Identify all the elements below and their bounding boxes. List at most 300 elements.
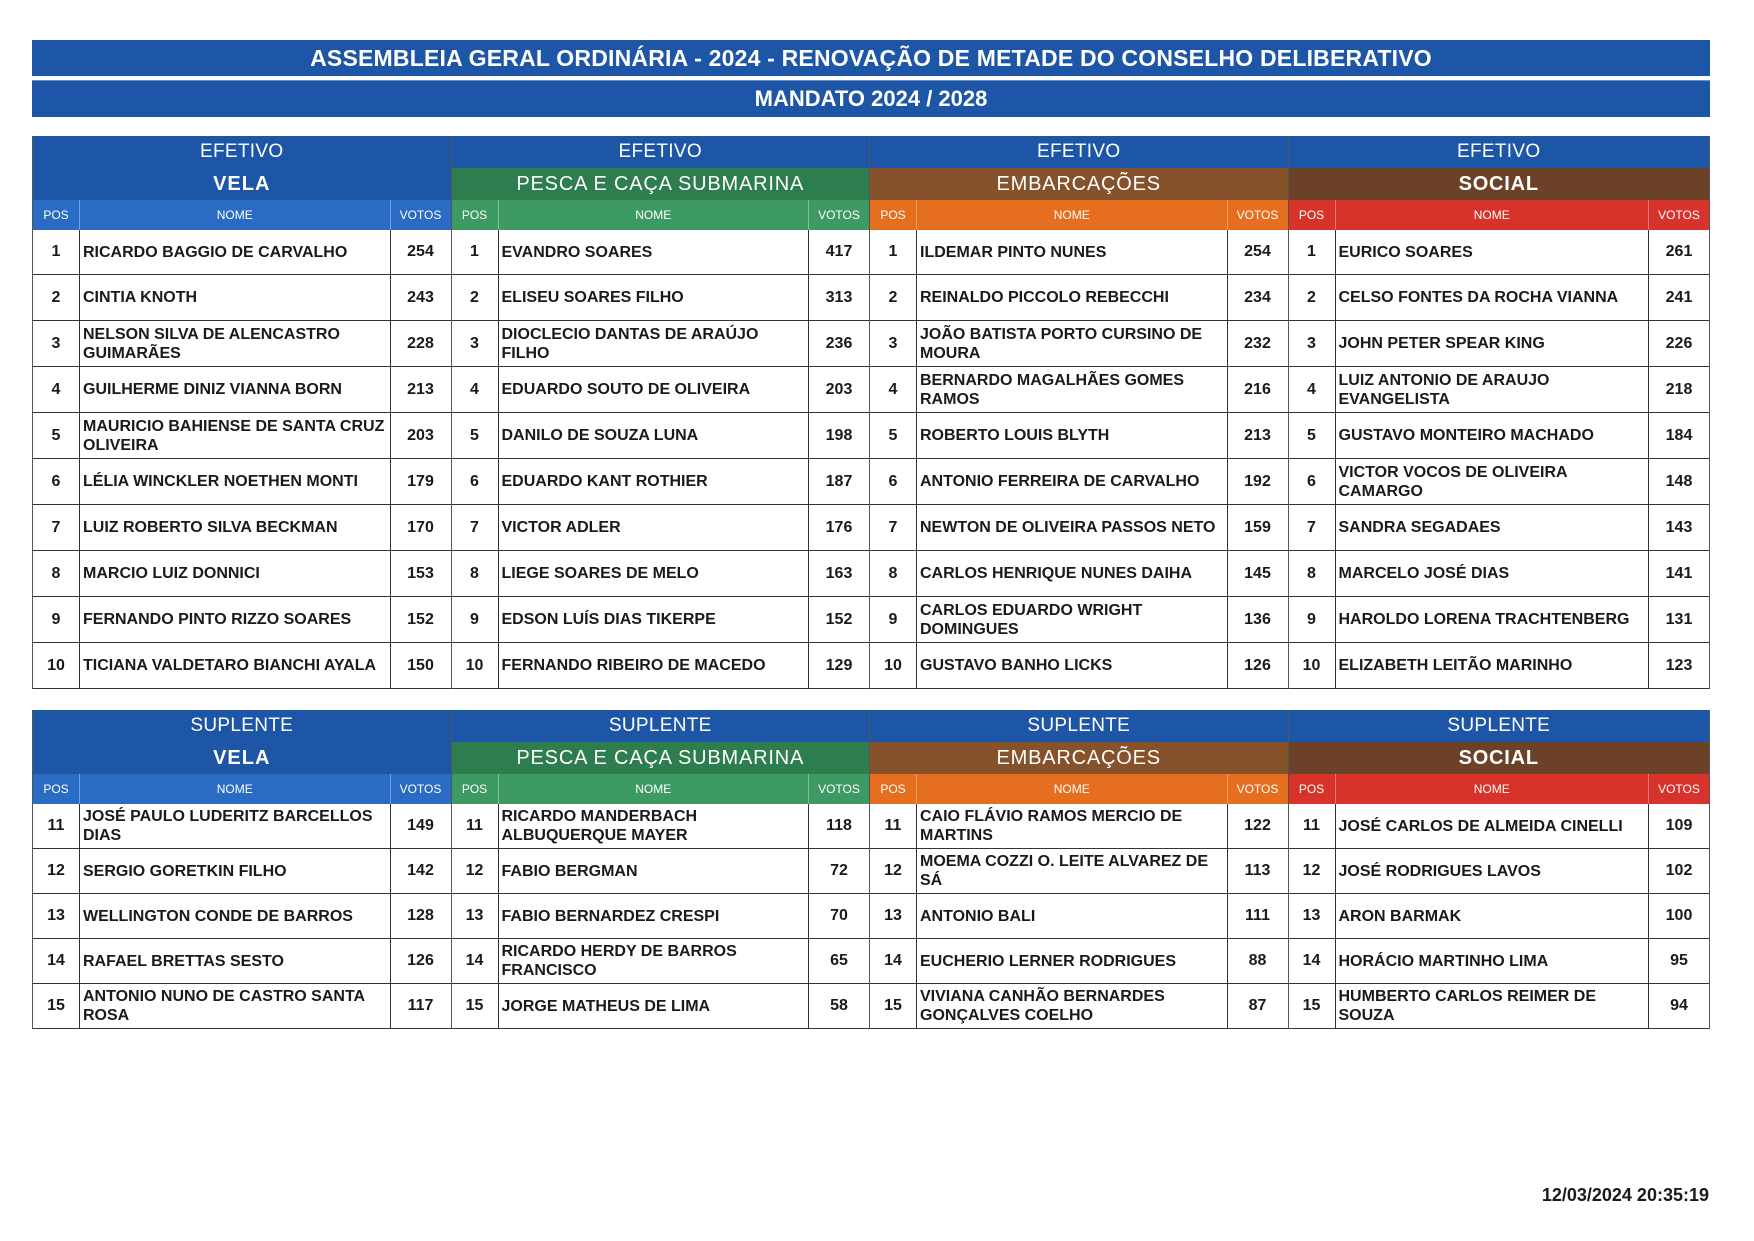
cell-nome: MARCIO LUIZ DONNICI bbox=[83, 565, 260, 582]
table-row bbox=[452, 366, 870, 412]
cell-pos: 2 bbox=[870, 275, 917, 320]
cell-nome: MARCELO JOSÉ DIAS bbox=[1338, 565, 1510, 582]
table-row bbox=[870, 230, 1288, 274]
table-row bbox=[1289, 983, 1710, 1028]
table-row bbox=[870, 893, 1288, 938]
table-row bbox=[452, 274, 870, 320]
column-header-row bbox=[1289, 774, 1710, 804]
cell-pos: 7 bbox=[452, 505, 499, 550]
cell-pos: 8 bbox=[33, 551, 80, 596]
cell-pos: 13 bbox=[1289, 894, 1336, 938]
cell-votos: 163 bbox=[808, 551, 869, 596]
cell-nome: CAIO FLÁVIO RAMOS MERCIO DE MARTINS bbox=[920, 808, 1183, 844]
column-header-row bbox=[452, 774, 870, 804]
panel-type-header: SUPLENTE bbox=[452, 710, 870, 742]
cell-pos: 9 bbox=[870, 597, 917, 642]
cell-votos: 218 bbox=[1648, 367, 1709, 412]
cell-votos: 143 bbox=[1648, 505, 1709, 550]
cell-votos: 234 bbox=[1227, 275, 1288, 320]
cell-votos: 203 bbox=[390, 413, 451, 458]
table-row bbox=[1289, 230, 1710, 274]
panel-category-header: VELA bbox=[33, 742, 451, 774]
cell-votos: 159 bbox=[1227, 505, 1288, 550]
cell-votos: 142 bbox=[390, 849, 451, 893]
cell-nome: LIEGE SOARES DE MELO bbox=[501, 565, 699, 582]
cell-pos: 1 bbox=[870, 230, 917, 274]
cell-nome: JOÃO BATISTA PORTO CURSINO DE MOURA bbox=[920, 325, 1203, 362]
cell-nome: ANTONIO FERREIRA DE CARVALHO bbox=[920, 473, 1200, 490]
table-row bbox=[1289, 938, 1710, 983]
cell-votos: 216 bbox=[1227, 367, 1288, 412]
cell-nome: EUCHERIO LERNER RODRIGUES bbox=[920, 952, 1177, 970]
panel-suplente-vela bbox=[32, 710, 451, 1029]
col-nome-header: NOME bbox=[216, 782, 253, 796]
cell-nome: TICIANA VALDETARO BIANCHI AYALA bbox=[83, 657, 377, 674]
column-header-row bbox=[33, 200, 451, 230]
col-votos-header: VOTOS bbox=[1227, 200, 1288, 230]
cell-votos: 65 bbox=[808, 939, 869, 983]
table-row bbox=[33, 804, 451, 848]
panel-category-header: EMBARCAÇÕES bbox=[870, 168, 1288, 200]
cell-votos: 236 bbox=[808, 321, 869, 366]
cell-pos: 12 bbox=[1289, 849, 1336, 893]
table-row bbox=[452, 893, 870, 938]
panel-type-header: SUPLENTE bbox=[33, 710, 451, 742]
cell-nome: REINALDO PICCOLO REBECCHI bbox=[920, 289, 1169, 306]
col-votos-header: VOTOS bbox=[390, 774, 451, 804]
col-nome-header: NOME bbox=[1473, 782, 1510, 796]
candidate-rows bbox=[452, 804, 870, 1029]
cell-votos: 150 bbox=[390, 643, 451, 688]
table-row bbox=[33, 938, 451, 983]
cell-nome: CELSO FONTES DA ROCHA VIANNA bbox=[1338, 289, 1619, 306]
cell-votos: 179 bbox=[390, 459, 451, 504]
cell-nome: FABIO BERNARDEZ CRESPI bbox=[501, 907, 720, 925]
cell-nome: EDSON LUÍS DIAS TIKERPE bbox=[501, 611, 716, 628]
cell-pos: 14 bbox=[1289, 939, 1336, 983]
col-nome-header: NOME bbox=[635, 208, 672, 222]
cell-nome: NELSON SILVA DE ALENCASTRO GUIMARÃES bbox=[83, 325, 340, 362]
cell-votos: 126 bbox=[1227, 643, 1288, 688]
cell-nome: FABIO BERGMAN bbox=[501, 862, 638, 880]
table-row bbox=[452, 596, 870, 642]
cell-votos: 187 bbox=[808, 459, 869, 504]
cell-nome: NEWTON DE OLIVEIRA PASSOS NETO bbox=[920, 519, 1216, 536]
col-pos-header: POS bbox=[1289, 200, 1336, 230]
panel-category-header: VELA bbox=[33, 168, 451, 200]
panel-efetivo-vela bbox=[32, 136, 451, 689]
table-row bbox=[452, 804, 870, 848]
cell-nome: DIOCLECIO DANTAS DE ARAÚJO FILHO bbox=[501, 325, 759, 362]
table-row bbox=[870, 938, 1288, 983]
panel-type-header: SUPLENTE bbox=[1289, 710, 1710, 742]
cell-nome: RICARDO MANDERBACH ALBUQUERQUE MAYER bbox=[501, 808, 698, 844]
table-row bbox=[452, 320, 870, 366]
table-row bbox=[33, 550, 451, 596]
cell-votos: 87 bbox=[1227, 984, 1288, 1028]
cell-votos: 228 bbox=[390, 321, 451, 366]
cell-nome: ILDEMAR PINTO NUNES bbox=[920, 243, 1107, 261]
col-nome-header: NOME bbox=[1053, 782, 1090, 796]
table-row bbox=[870, 848, 1288, 893]
cell-pos: 14 bbox=[452, 939, 499, 983]
cell-votos: 72 bbox=[808, 849, 869, 893]
cell-votos: 254 bbox=[390, 230, 451, 274]
cell-pos: 5 bbox=[33, 413, 80, 458]
cell-pos: 12 bbox=[33, 849, 80, 893]
cell-pos: 9 bbox=[1289, 597, 1336, 642]
cell-votos: 232 bbox=[1227, 321, 1288, 366]
cell-votos: 192 bbox=[1227, 459, 1288, 504]
cell-pos: 1 bbox=[452, 230, 499, 274]
cell-pos: 6 bbox=[33, 459, 80, 504]
cell-nome: LUIZ ANTONIO DE ARAUJO EVANGELISTA bbox=[1338, 371, 1550, 408]
table-row bbox=[33, 274, 451, 320]
cell-votos: 243 bbox=[390, 275, 451, 320]
cell-pos: 10 bbox=[452, 643, 499, 688]
table-row bbox=[452, 983, 870, 1028]
cell-votos: 152 bbox=[390, 597, 451, 642]
cell-votos: 241 bbox=[1648, 275, 1709, 320]
table-row bbox=[1289, 893, 1710, 938]
panel-suplente-pesca bbox=[451, 710, 870, 1029]
candidate-rows bbox=[1289, 804, 1710, 1029]
cell-pos: 6 bbox=[870, 459, 917, 504]
table-row bbox=[870, 458, 1288, 504]
col-votos-header: VOTOS bbox=[1648, 774, 1709, 804]
table-row bbox=[452, 412, 870, 458]
cell-pos: 10 bbox=[33, 643, 80, 688]
cell-nome: ANTONIO NUNO DE CASTRO SANTA ROSA bbox=[83, 988, 365, 1024]
cell-pos: 3 bbox=[1289, 321, 1336, 366]
table-row bbox=[33, 366, 451, 412]
cell-pos: 6 bbox=[452, 459, 499, 504]
suplente-block bbox=[32, 710, 1710, 1029]
panel-type-header: EFETIVO bbox=[33, 136, 451, 168]
cell-nome: DANILO DE SOUZA LUNA bbox=[501, 427, 699, 444]
cell-pos: 8 bbox=[870, 551, 917, 596]
cell-nome: EDUARDO KANT ROTHIER bbox=[501, 473, 708, 490]
cell-pos: 3 bbox=[870, 321, 917, 366]
cell-votos: 129 bbox=[808, 643, 869, 688]
cell-votos: 126 bbox=[390, 939, 451, 983]
cell-votos: 118 bbox=[808, 804, 869, 848]
column-header-row bbox=[1289, 200, 1710, 230]
table-row bbox=[1289, 274, 1710, 320]
panel-efetivo-social bbox=[1288, 136, 1711, 689]
cell-nome: JOHN PETER SPEAR KING bbox=[1338, 335, 1545, 352]
column-header-row bbox=[870, 200, 1288, 230]
cell-nome: EDUARDO SOUTO DE OLIVEIRA bbox=[501, 381, 751, 398]
table-row bbox=[33, 230, 451, 274]
cell-pos: 2 bbox=[1289, 275, 1336, 320]
panel-efetivo-embarcacoes bbox=[869, 136, 1288, 689]
cell-votos: 141 bbox=[1648, 551, 1709, 596]
table-row bbox=[33, 893, 451, 938]
cell-nome: ROBERTO LOUIS BLYTH bbox=[920, 427, 1110, 444]
mandate-subtitle: MANDATO 2024 / 2028 bbox=[32, 80, 1710, 117]
cell-pos: 15 bbox=[452, 984, 499, 1028]
cell-pos: 15 bbox=[1289, 984, 1336, 1028]
cell-votos: 213 bbox=[1227, 413, 1288, 458]
table-row bbox=[1289, 458, 1710, 504]
col-pos-header: POS bbox=[33, 774, 80, 804]
table-row bbox=[452, 848, 870, 893]
table-row bbox=[870, 274, 1288, 320]
cell-pos: 4 bbox=[870, 367, 917, 412]
cell-nome: MAURICIO BAHIENSE DE SANTA CRUZ OLIVEIRA bbox=[83, 417, 385, 454]
candidate-rows bbox=[33, 804, 451, 1029]
cell-votos: 123 bbox=[1648, 643, 1709, 688]
cell-votos: 95 bbox=[1648, 939, 1709, 983]
cell-pos: 5 bbox=[1289, 413, 1336, 458]
cell-nome: ELIZABETH LEITÃO MARINHO bbox=[1338, 657, 1573, 674]
cell-nome: JOSÉ PAULO LUDERITZ BARCELLOS DIAS bbox=[83, 808, 373, 844]
table-row bbox=[870, 504, 1288, 550]
table-row bbox=[33, 504, 451, 550]
panel-type-header: SUPLENTE bbox=[870, 710, 1288, 742]
cell-votos: 113 bbox=[1227, 849, 1288, 893]
candidate-rows bbox=[33, 230, 451, 689]
panel-category-header: PESCA E CAÇA SUBMARINA bbox=[452, 742, 870, 774]
cell-nome: EVANDRO SOARES bbox=[501, 243, 653, 261]
cell-votos: 58 bbox=[808, 984, 869, 1028]
table-row bbox=[870, 320, 1288, 366]
table-row bbox=[1289, 596, 1710, 642]
col-pos-header: POS bbox=[870, 774, 917, 804]
col-pos-header: POS bbox=[452, 774, 499, 804]
cell-votos: 148 bbox=[1648, 459, 1709, 504]
cell-votos: 170 bbox=[390, 505, 451, 550]
cell-pos: 7 bbox=[1289, 505, 1336, 550]
cell-nome: JOSÉ RODRIGUES LAVOS bbox=[1338, 862, 1541, 880]
cell-votos: 261 bbox=[1648, 230, 1709, 274]
panel-type-header: EFETIVO bbox=[1289, 136, 1710, 168]
table-row bbox=[1289, 642, 1710, 688]
cell-pos: 4 bbox=[1289, 367, 1336, 412]
col-pos-header: POS bbox=[870, 200, 917, 230]
table-row bbox=[1289, 504, 1710, 550]
cell-pos: 8 bbox=[452, 551, 499, 596]
cell-pos: 11 bbox=[33, 804, 80, 848]
table-row bbox=[1289, 412, 1710, 458]
candidate-rows bbox=[870, 230, 1288, 689]
cell-nome: RICARDO HERDY DE BARROS FRANCISCO bbox=[501, 943, 737, 979]
cell-pos: 3 bbox=[452, 321, 499, 366]
col-nome-header: NOME bbox=[635, 782, 672, 796]
cell-nome: ELISEU SOARES FILHO bbox=[501, 289, 684, 306]
cell-pos: 7 bbox=[870, 505, 917, 550]
cell-pos: 9 bbox=[33, 597, 80, 642]
table-row bbox=[452, 642, 870, 688]
cell-pos: 3 bbox=[33, 321, 80, 366]
cell-votos: 111 bbox=[1227, 894, 1288, 938]
cell-pos: 5 bbox=[870, 413, 917, 458]
cell-votos: 145 bbox=[1227, 551, 1288, 596]
cell-nome: RAFAEL BRETTAS SESTO bbox=[83, 952, 284, 970]
table-row bbox=[33, 596, 451, 642]
cell-votos: 100 bbox=[1648, 894, 1709, 938]
cell-votos: 149 bbox=[390, 804, 451, 848]
table-row bbox=[1289, 320, 1710, 366]
panel-category-header: PESCA E CAÇA SUBMARINA bbox=[452, 168, 870, 200]
cell-votos: 109 bbox=[1648, 804, 1709, 848]
cell-votos: 102 bbox=[1648, 849, 1709, 893]
cell-pos: 13 bbox=[452, 894, 499, 938]
col-pos-header: POS bbox=[1289, 774, 1336, 804]
cell-votos: 128 bbox=[390, 894, 451, 938]
cell-votos: 226 bbox=[1648, 321, 1709, 366]
col-votos-header: VOTOS bbox=[1227, 774, 1288, 804]
candidate-rows bbox=[1289, 230, 1710, 689]
col-nome-header: NOME bbox=[1473, 208, 1510, 222]
cell-nome: GUILHERME DINIZ VIANNA BORN bbox=[83, 381, 342, 398]
cell-nome: BERNARDO MAGALHÃES GOMES RAMOS bbox=[920, 371, 1185, 408]
efetivo-block bbox=[32, 136, 1710, 689]
col-votos-header: VOTOS bbox=[390, 200, 451, 230]
panel-category-header: SOCIAL bbox=[1289, 742, 1710, 774]
col-votos-header: VOTOS bbox=[808, 200, 869, 230]
cell-nome: CARLOS HENRIQUE NUNES DAIHA bbox=[920, 565, 1193, 582]
panel-type-header: EFETIVO bbox=[452, 136, 870, 168]
cell-votos: 203 bbox=[808, 367, 869, 412]
cell-votos: 70 bbox=[808, 894, 869, 938]
table-row bbox=[33, 642, 451, 688]
cell-nome: CARLOS EDUARDO WRIGHT DOMINGUES bbox=[920, 601, 1143, 638]
cell-pos: 13 bbox=[870, 894, 917, 938]
cell-votos: 88 bbox=[1227, 939, 1288, 983]
panel-suplente-social bbox=[1288, 710, 1711, 1029]
cell-votos: 184 bbox=[1648, 413, 1709, 458]
cell-votos: 153 bbox=[390, 551, 451, 596]
cell-nome: MOEMA COZZI O. LEITE ALVAREZ DE SÁ bbox=[920, 853, 1208, 889]
cell-pos: 4 bbox=[33, 367, 80, 412]
table-row bbox=[870, 983, 1288, 1028]
column-header-row bbox=[33, 774, 451, 804]
cell-nome: LUIZ ROBERTO SILVA BECKMAN bbox=[83, 519, 338, 536]
table-row bbox=[33, 458, 451, 504]
cell-pos: 11 bbox=[1289, 804, 1336, 848]
cell-nome: GUSTAVO MONTEIRO MACHADO bbox=[1338, 427, 1594, 444]
cell-nome: FERNANDO PINTO RIZZO SOARES bbox=[83, 611, 352, 628]
col-pos-header: POS bbox=[33, 200, 80, 230]
cell-votos: 122 bbox=[1227, 804, 1288, 848]
panel-efetivo-pesca bbox=[451, 136, 870, 689]
cell-votos: 94 bbox=[1648, 984, 1709, 1028]
cell-votos: 417 bbox=[808, 230, 869, 274]
cell-pos: 9 bbox=[452, 597, 499, 642]
table-row bbox=[452, 550, 870, 596]
cell-pos: 13 bbox=[33, 894, 80, 938]
cell-pos: 2 bbox=[33, 275, 80, 320]
cell-nome: HORÁCIO MARTINHO LIMA bbox=[1338, 952, 1549, 970]
panel-category-header: SOCIAL bbox=[1289, 168, 1710, 200]
table-row bbox=[870, 550, 1288, 596]
cell-pos: 7 bbox=[33, 505, 80, 550]
table-row bbox=[452, 230, 870, 274]
table-row bbox=[452, 458, 870, 504]
candidate-rows bbox=[870, 804, 1288, 1029]
table-row bbox=[870, 412, 1288, 458]
table-row bbox=[870, 366, 1288, 412]
table-row bbox=[870, 642, 1288, 688]
cell-pos: 6 bbox=[1289, 459, 1336, 504]
print-timestamp: 12/03/2024 20:35:19 bbox=[1541, 1185, 1709, 1205]
cell-votos: 213 bbox=[390, 367, 451, 412]
cell-pos: 14 bbox=[870, 939, 917, 983]
cell-pos: 12 bbox=[870, 849, 917, 893]
col-pos-header: POS bbox=[452, 200, 499, 230]
cell-pos: 10 bbox=[1289, 643, 1336, 688]
cell-nome: SANDRA SEGADAES bbox=[1338, 519, 1501, 536]
column-header-row bbox=[452, 200, 870, 230]
panel-category-header: EMBARCAÇÕES bbox=[870, 742, 1288, 774]
table-row bbox=[1289, 550, 1710, 596]
panel-type-header: EFETIVO bbox=[870, 136, 1288, 168]
cell-pos: 14 bbox=[33, 939, 80, 983]
cell-votos: 313 bbox=[808, 275, 869, 320]
cell-pos: 1 bbox=[1289, 230, 1336, 274]
cell-pos: 15 bbox=[33, 984, 80, 1028]
cell-votos: 117 bbox=[390, 984, 451, 1028]
table-row bbox=[1289, 804, 1710, 848]
cell-nome: VIVIANA CANHÃO BERNARDES GONÇALVES COELHO bbox=[920, 988, 1165, 1024]
table-row bbox=[1289, 366, 1710, 412]
cell-votos: 254 bbox=[1227, 230, 1288, 274]
col-votos-header: VOTOS bbox=[808, 774, 869, 804]
cell-nome: EURICO SOARES bbox=[1338, 243, 1473, 261]
table-row bbox=[452, 504, 870, 550]
cell-nome: GUSTAVO BANHO LICKS bbox=[920, 657, 1113, 674]
cell-nome: SERGIO GORETKIN FILHO bbox=[83, 862, 287, 880]
cell-votos: 176 bbox=[808, 505, 869, 550]
cell-pos: 5 bbox=[452, 413, 499, 458]
cell-votos: 136 bbox=[1227, 597, 1288, 642]
col-votos-header: VOTOS bbox=[1648, 200, 1709, 230]
cell-nome: RICARDO BAGGIO DE CARVALHO bbox=[83, 243, 348, 261]
table-row bbox=[870, 804, 1288, 848]
cell-nome: FERNANDO RIBEIRO DE MACEDO bbox=[501, 657, 766, 674]
table-row bbox=[33, 412, 451, 458]
cell-votos: 198 bbox=[808, 413, 869, 458]
table-row bbox=[33, 320, 451, 366]
cell-nome: ARON BARMAK bbox=[1338, 907, 1462, 925]
cell-nome: JOSÉ CARLOS DE ALMEIDA CINELLI bbox=[1338, 817, 1623, 835]
cell-votos: 152 bbox=[808, 597, 869, 642]
cell-pos: 11 bbox=[870, 804, 917, 848]
cell-nome: ANTONIO BALI bbox=[920, 907, 1036, 925]
cell-pos: 1 bbox=[33, 230, 80, 274]
cell-pos: 15 bbox=[870, 984, 917, 1028]
table-row bbox=[870, 596, 1288, 642]
cell-pos: 11 bbox=[452, 804, 499, 848]
table-row bbox=[452, 938, 870, 983]
cell-nome: VICTOR VOCOS DE OLIVEIRA CAMARGO bbox=[1338, 463, 1567, 500]
cell-pos: 10 bbox=[870, 643, 917, 688]
cell-votos: 131 bbox=[1648, 597, 1709, 642]
table-row bbox=[1289, 848, 1710, 893]
column-header-row bbox=[870, 774, 1288, 804]
col-nome-header: NOME bbox=[1053, 208, 1090, 222]
document-title: ASSEMBLEIA GERAL ORDINÁRIA - 2024 - RENOVAÇÃO DE METADE DO CONSELHO DELIBERATIVO bbox=[32, 40, 1710, 76]
cell-pos: 2 bbox=[452, 275, 499, 320]
cell-pos: 12 bbox=[452, 849, 499, 893]
cell-nome: VICTOR ADLER bbox=[501, 519, 621, 536]
table-row bbox=[33, 848, 451, 893]
cell-nome: HUMBERTO CARLOS REIMER DE SOUZA bbox=[1338, 988, 1596, 1024]
table-row bbox=[33, 983, 451, 1028]
cell-nome: CINTIA KNOTH bbox=[83, 289, 198, 306]
